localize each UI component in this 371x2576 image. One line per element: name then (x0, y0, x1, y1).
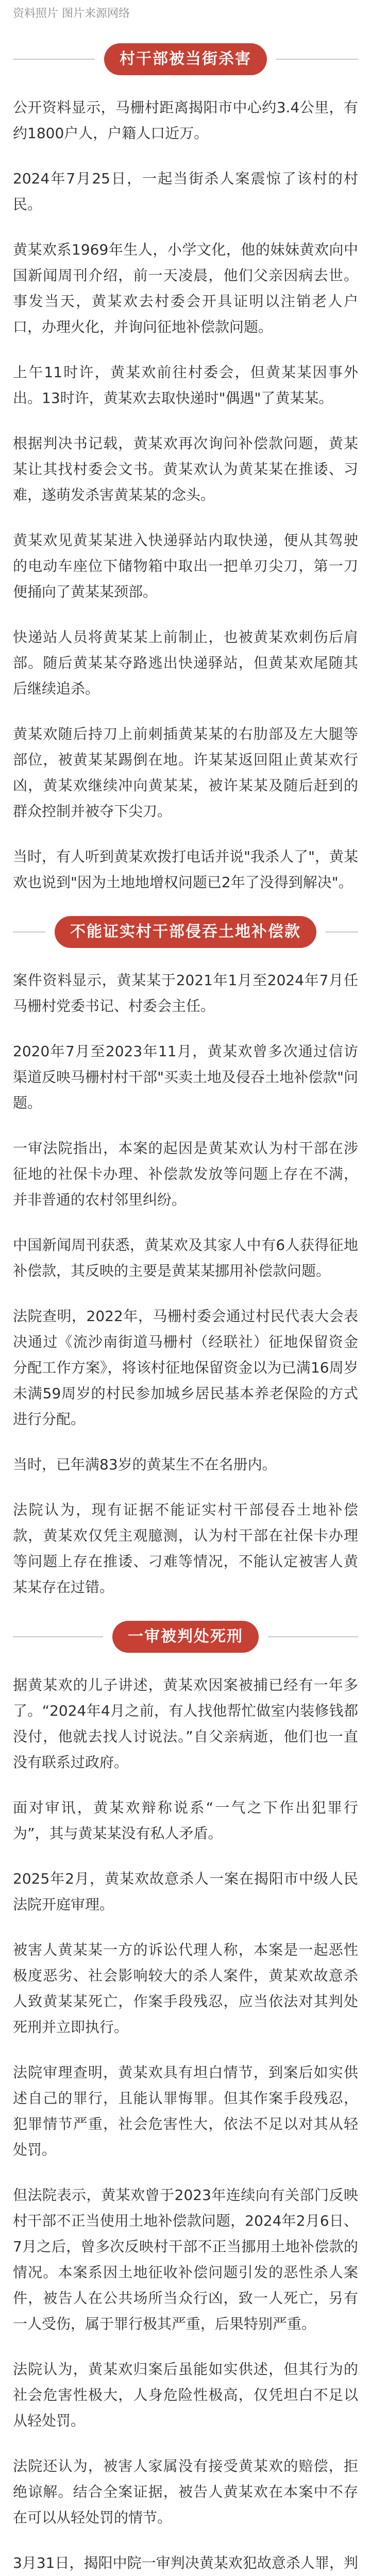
article-paragraph: 法院还认为，被害人家属没有接受黄某欢的赔偿，拒绝谅解。结合全案证据，被告人黄某欢在本案中不存在可以从轻处罚的情节。 (13, 2458, 358, 2526)
article-paragraph: 上午11时许，黄某欢前往村委会，但黄某某因事外出。13时许，黄某欢去取快递时"偶遇"了黄某某。 (13, 364, 358, 406)
section-heading (0, 1621, 371, 1653)
image-caption: 资料照片 图片来源网络 (13, 7, 130, 20)
article-paragraph: 根据判决书记载，黄某欢再次询问补偿款问题，黄某某让其找村委会文书。黄某欢认为黄某某在推诿、习难，遂萌发杀害黄某某的念头。 (13, 435, 358, 503)
heading-box (103, 1621, 268, 1653)
article-paragraph: 当时，已年满83岁的黄某生不在名册内。 (13, 1456, 277, 1473)
section-heading (0, 43, 371, 75)
section-title: 一审被判处死刑 (112, 1621, 259, 1653)
article-paragraph: 2025年2月，黄某欢故意杀人一案在揭阳市中级人民法院开庭审理。 (13, 1870, 358, 1913)
article-paragraph: 3月31日，揭阳中院一审判决黄某欢犯故意杀人罪，判 (13, 2554, 358, 2571)
article-paragraph: 快递站人员将黄某某上前制止，也被黄某欢刺伤后肩部。随后黄某某夺路逃出快递驿站，但黄某欢尾随其后继续追杀。 (13, 629, 358, 697)
article-paragraph: 被害人黄某某一方的诉讼代理人称，本案是一起恶性极度恶劣、社会影响较大的杀人案件，黄某欢故意杀人致黄某某死亡，作案手段残忍，应当依法对其判处死刑并立即执行。 (13, 1941, 358, 2036)
heading-box (45, 916, 326, 948)
article-paragraph: 法院认为，黄某欢归案后虽能如实供述，但其行为的社会危害性极大，人身危险性极高，仅凭坦白不足以从轻处罚。 (13, 2361, 358, 2429)
article-paragraph: 黄某欢见黄某某进入快递驿站内取快递，便从其驾驶的电动车座位下储物箱中取出一把单刃尖刀，第一刀便捅向了黄某某颈部。 (13, 532, 358, 600)
article-paragraph: 面对审讯，黄某欢辩称说系“一气之下作出犯罪行为”，其与黄某某没有私人矛盾。 (13, 1799, 358, 1842)
article-paragraph: 中国新闻周刊获悉，黄某欢及其家人中有6人获得征地补偿款，其反映的主要是黄某某挪用补偿款问题。 (13, 1236, 358, 1279)
article-paragraph: 黄某欢随后持刀上前刺插黄某某的右肋部及左大腿等部位，被黄某某踢倒在地。许某某返回阻止黄某欢行凶，黄某欢继续冲向黄某某，被许某某及随后赶到的群众控制并被夺下尖刀。 (13, 725, 358, 820)
article-paragraph: 黄某欢系1969年生人，小学文化，他的妹妹黄欢向中国新闻周刊介绍，前一天凌晨，他们父亲因病去世。事发当天，黄某欢去村委会开具证明以注销老人户口，办理火化，并询问征地补偿款问题。 (13, 241, 358, 335)
heading-box (95, 43, 276, 75)
article-paragraph: 法院认为，现有证据不能证实村干部侵吞土地补偿款，黄某欢仅凭主观臆测，认为村干部在社保卡办理等问题上存在推诿、刁难等情况，不能认定被害人黄某某存在过错。 (13, 1501, 358, 1596)
article (0, 5, 371, 2576)
article-paragraph: 据黄某欢的儿子讲述，黄某欢因案被捕已经有一年多了。“2024年4月之前，有人找他帮忙做室内装修钱都没付，他就去找人讨说法。”自父亲病逝，他们也一直没有联系过政府。 (13, 1676, 358, 1771)
section-heading (0, 916, 371, 948)
article-paragraph: 但法院表示，黄某欢曾于2023年连续向有关部门反映村干部不正当使用土地补偿款问题，2024年2月6日、7月之后，曾多次反映村干部不正当挪用土地补偿款的情况。本案系因土地征收补偿问题引发的恶性杀人案件，被告人在公共场所当众行凶，致一人死亡，另有一人受伤，属于罪行极其严重，后果特别严重。 (13, 2187, 358, 2332)
section-title: 村干部被当街杀害 (104, 43, 267, 75)
article-paragraph: 2024年7月25日，一起当街杀人案震惊了该村的村民。 (13, 170, 358, 213)
article-paragraph: 法院查明，2022年，马栅村委会通过村民代表大会表决通过《流沙南街道马栅村（经联社）征地保留资金分配工作方案》，将该村征地保留资金以为已满16周岁未满59周岁的村民参加城乡居民基本养老保险的方式进行分配。 (13, 1308, 358, 1428)
article-body (0, 43, 371, 2576)
article-paragraph: 公开资料显示，马栅村距离揭阳市中心约3.4公里，有约1800户人，户籍人口近万。 (13, 99, 358, 142)
article-paragraph: 一审法院指出，本案的起因是黄某欢认为村干部在涉征地的社保卡办理、补偿款发放等问题上存在不满，并非普通的农村邻里纠纷。 (13, 1140, 358, 1208)
section-title: 不能证实村干部侵吞土地补偿款 (55, 916, 316, 948)
article-paragraph: 案件资料显示，黄某某于2021年1月至2024年7月任马栅村党委书记、村委会主任。 (13, 972, 358, 1014)
article-paragraph: 法院审理查明，黄某欢具有坦白情节，到案后如实供述自己的罪行，且能认罪悔罪。但其作案手段残忍，犯罪情节严重，社会危害性大，依法不足以对其从轻处罚。 (13, 2064, 358, 2158)
article-paragraph: 当时，有人听到黄某欢拨打电话并说"我杀人了"，黄某欢也说到"因为土地地增权问题已2年了没得到解决"。 (13, 848, 358, 891)
article-paragraph: 2020年7月至2023年11月，黄某欢曾多次通过信访渠道反映马栅村村干部"买卖土地及侵吞土地补偿款"问题。 (13, 1043, 358, 1111)
